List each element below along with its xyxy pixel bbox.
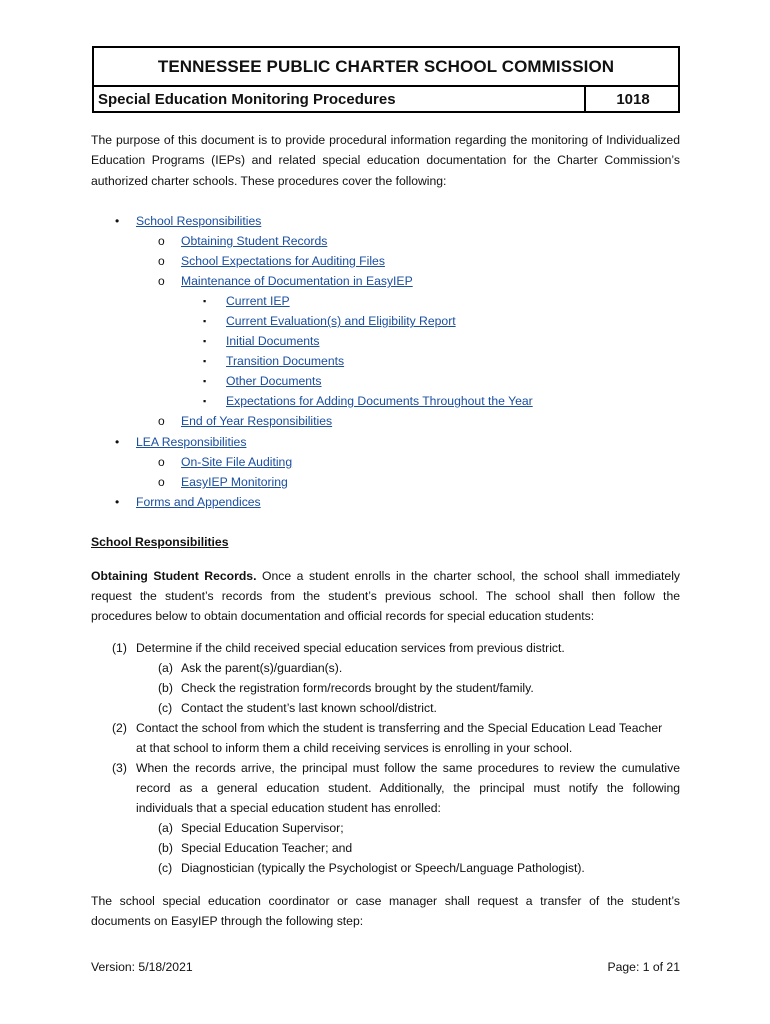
- document-header: [92, 46, 680, 113]
- toc-end-of-year[interactable]: End of Year Responsibilities: [181, 414, 333, 428]
- bullet-l2: o: [158, 254, 165, 268]
- toc-transition-documents[interactable]: Transition Documents: [226, 354, 345, 368]
- bullet-l3: ▪: [203, 296, 207, 306]
- toc-school-expectations[interactable]: School Expectations for Auditing Files: [181, 254, 385, 268]
- toc-initial-documents[interactable]: Initial Documents: [226, 334, 320, 348]
- substep-text: Special Education Supervisor;: [181, 821, 344, 835]
- closing-line-1: The school special education coordinator or case manager shall request a transfer of the student’s: [91, 894, 680, 908]
- substep-letter: (b): [158, 841, 173, 855]
- step-text: When the records arrive, the principal must follow the same procedures to review the cumulative: [136, 761, 680, 775]
- step-number: (1): [112, 641, 127, 655]
- bullet-l2: o: [158, 274, 165, 288]
- bullet-l2: o: [158, 414, 165, 428]
- obtaining-bold: Obtaining Student Records.: [91, 569, 257, 583]
- toc-onsite-auditing[interactable]: On-Site File Auditing: [181, 455, 293, 469]
- obtaining-line-2: request the student’s records from the student’s previous school. The school shall then follow the: [91, 589, 680, 603]
- substep-letter: (b): [158, 681, 173, 695]
- toc-lea-responsibilities[interactable]: LEA Responsibilities: [136, 435, 247, 449]
- step-number: (2): [112, 721, 127, 735]
- substep-text: Check the registration form/records brought by the student/family.: [181, 681, 534, 695]
- substep-letter: (a): [158, 661, 173, 675]
- toc-current-evaluation[interactable]: Current Evaluation(s) and Eligibility Report: [226, 314, 456, 328]
- substep-text: Contact the student’s last known school/district.: [181, 701, 437, 715]
- header-subtitle: Special Education Monitoring Procedures: [94, 87, 586, 111]
- bullet-l2: o: [158, 475, 165, 489]
- bullet-l2: o: [158, 455, 165, 469]
- header-number: 1018: [616, 90, 650, 108]
- step-text: individuals that a special education student has enrolled:: [136, 801, 441, 815]
- bullet-l3: ▪: [203, 396, 207, 406]
- obtaining-line-1: Obtaining Student Records. Once a student enrolls in the charter school, the school shall immediately: [91, 569, 680, 583]
- toc-easyiep-monitoring[interactable]: EasyIEP Monitoring: [181, 475, 288, 489]
- toc-adding-documents[interactable]: Expectations for Adding Documents Throughout the Year: [226, 394, 533, 408]
- header-title: TENNESSEE PUBLIC CHARTER SCHOOL COMMISSION: [94, 48, 678, 87]
- toc-maintenance-easyiep[interactable]: Maintenance of Documentation in EasyIEP: [181, 274, 413, 288]
- toc-forms-appendices[interactable]: Forms and Appendices: [136, 495, 261, 509]
- toc-current-iep[interactable]: Current IEP: [226, 294, 290, 308]
- bullet-l3: ▪: [203, 336, 207, 346]
- substep-letter: (c): [158, 861, 173, 875]
- bullet-l3: ▪: [203, 316, 207, 326]
- toc-school-responsibilities[interactable]: School Responsibilities: [136, 214, 262, 228]
- substep-letter: (a): [158, 821, 173, 835]
- obtaining-line-3: procedures below to obtain documentation and official records for special education students:: [91, 609, 595, 623]
- bullet-l1: •: [115, 214, 120, 228]
- closing-line-2: documents on EasyIEP through the following step:: [91, 914, 364, 928]
- step-number: (3): [112, 761, 127, 775]
- intro-paragraph: The purpose of this document is to provide procedural information regarding the monitoring of Individualized Education Programs (IEPs) and related special education documentation for the Charter Commission’s authorized charter schools. These procedures cover the following:: [91, 133, 680, 188]
- section-heading: School Responsibilities: [91, 535, 229, 549]
- step-text: record as a general education student. Additionally, the principal must notify the following: [136, 781, 680, 795]
- footer-page-number: Page: 1 of 21: [607, 960, 680, 974]
- bullet-l2: o: [158, 234, 165, 248]
- bullet-l1: •: [115, 435, 120, 449]
- substep-text: Diagnostician (typically the Psychologist or Speech/Language Pathologist).: [181, 861, 585, 875]
- substep-text: Ask the parent(s)/guardian(s).: [181, 661, 343, 675]
- toc-obtaining-student-records[interactable]: Obtaining Student Records: [181, 234, 328, 248]
- step-text: at that school to inform them a child receiving services is enrolling in your school.: [136, 741, 573, 755]
- step-text: Contact the school from which the student is transferring and the Special Education Lead Teacher: [136, 721, 663, 735]
- bullet-l3: ▪: [203, 356, 207, 366]
- substep-text: Special Education Teacher; and: [181, 841, 353, 855]
- step-text: Determine if the child received special education services from previous district.: [136, 641, 565, 655]
- substep-letter: (c): [158, 701, 173, 715]
- bullet-l3: ▪: [203, 376, 207, 386]
- footer-version: Version: 5/18/2021: [91, 960, 193, 974]
- toc-other-documents[interactable]: Other Documents: [226, 374, 322, 388]
- bullet-l1: •: [115, 495, 120, 509]
